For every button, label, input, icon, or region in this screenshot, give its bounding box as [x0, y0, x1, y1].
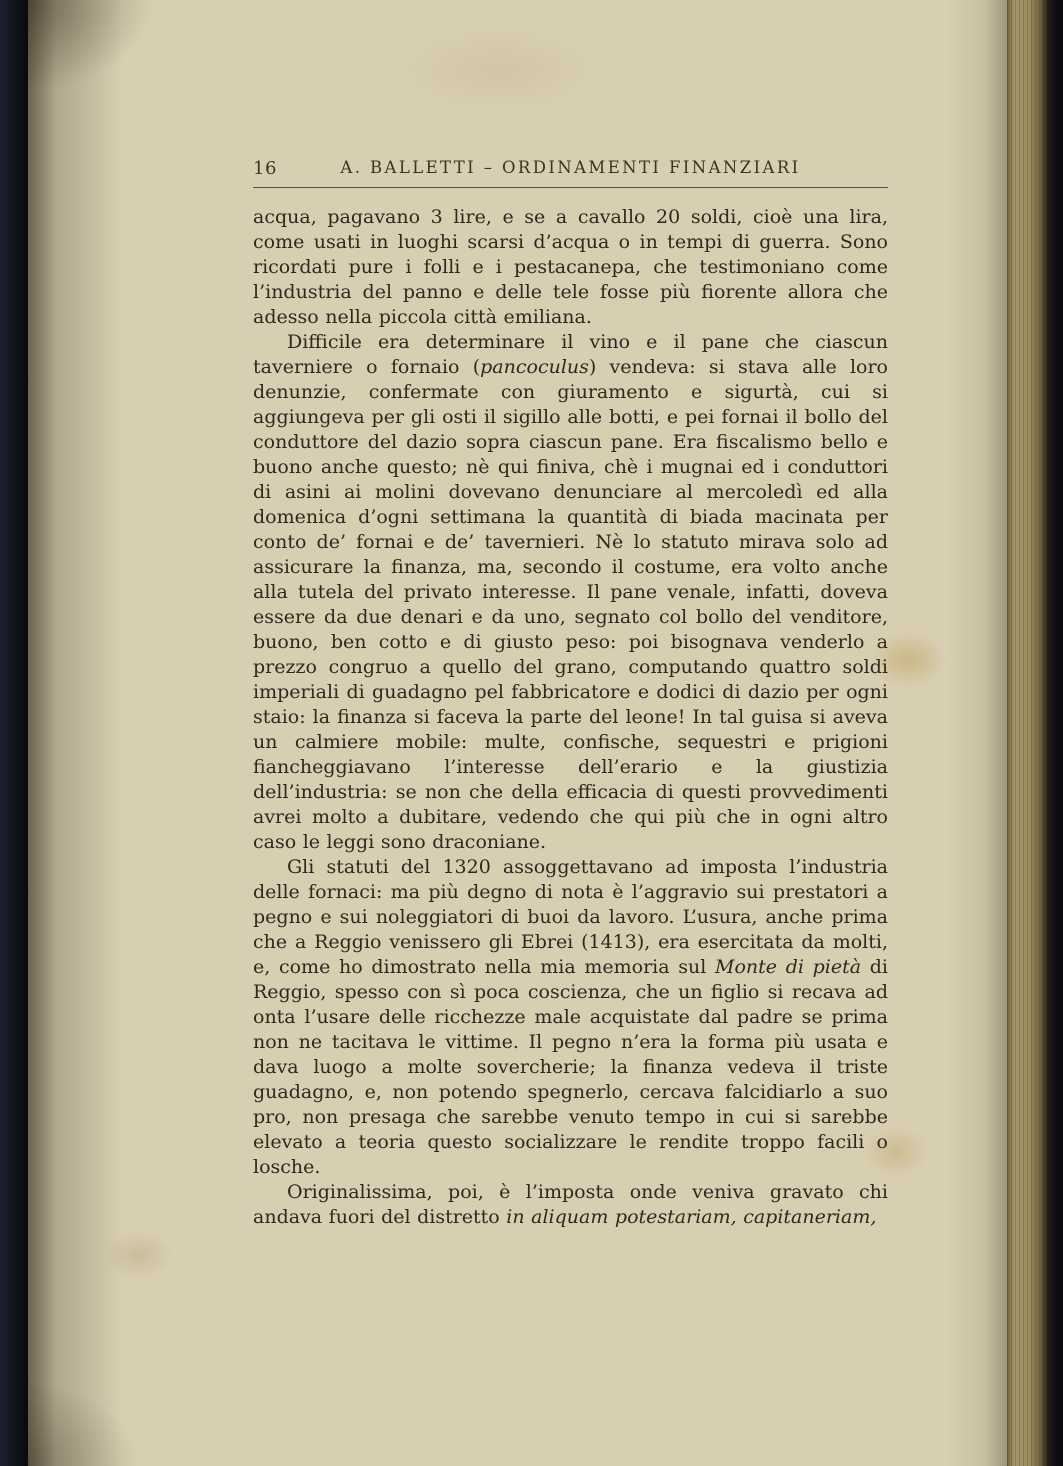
text-segment-italic: in aliquam potestariam, capitaneriam,: [506, 1206, 877, 1228]
header-rule: [253, 187, 888, 188]
paragraph-4: [253, 1180, 888, 1230]
page-number: 16: [253, 158, 277, 179]
body-text: [253, 205, 888, 1230]
book-gutter-shadow: [0, 0, 30, 1466]
paragraph-3: [253, 855, 888, 1180]
page-stack-edges: [1007, 0, 1047, 1466]
text-segment: Originalissima, poi, è l’imposta onde veniva gravato chi andava fuori del distretto: [253, 1181, 888, 1228]
page-header: [253, 158, 888, 180]
book-page: [28, 0, 1007, 1466]
text-segment-italic: Monte di pietà: [715, 956, 862, 978]
page-content: [253, 0, 888, 1230]
text-segment: ) vendeva: si stava alle loro denunzie, confermate con giuramento e sigurtà, cui si aggiungeva per gli osti il sigillo alle botti, e pei fornai il bollo del conduttore del dazio sopra ciascun pane. Era fiscalismo bello e buono anche questo; nè qui finiva, chè i mugnai ed i conduttori di asini ai molini dovevano denunciare al mercoledì ed alla domenica d’ogni settimana la quantità di biada macinata per conto de’ fornai e de’ tavernieri. Nè lo statuto mirava solo ad assicurare la finanza, ma, secondo il costume, era volto anche alla tutela del privato interesse. Il pane venale, infatti, doveva essere da due denari e da uno, segnato col bollo del venditore, buono, ben cotto e di giusto peso: poi bisognava venderlo a prezzo congruo a quello del grano, computando quattro soldi imperiali di guadagno pel fabbricatore e dodici di dazio per ogni staio: la finanza si faceva la parte del leone! In tal guisa si aveva un calmiere mobile: multe, confische, sequestri e prigioni fiancheggiavano l’interesse dell’erario e la giustizia dell’industria: se non che della efficacia di questi provvedimenti avrei molto a dubitare, vedendo che qui più che in ogni altro caso le leggi sono draconiane.: [253, 356, 888, 853]
text-segment: di Reggio, spesso con sì poca coscienza, che un figlio si recava ad onta l’usare delle ricchezze male acquistate dal padre se prima non ne tacitava le vittime. Il pegno n’era la forma più usata e dava luogo a molte sovercherie; la finanza vedeva il triste guadagno, e, non potendo spegnerlo, cercava falcidiarlo a suo pro, non presaga che sarebbe venuto tempo in cui si sarebbe elevato a teoria questo socializzare le rendite troppo facili o losche.: [253, 956, 889, 1178]
running-title: A. BALLETTI – ORDINAMENTI FINANZIARI: [340, 158, 801, 177]
text-segment-italic: pancoculus: [480, 356, 589, 378]
scan-right-edge: [1047, 0, 1063, 1466]
paragraph-2: [253, 330, 888, 855]
text-segment: Difficile era determinare il vino e il pane che ciascun taverniere o fornaio (: [253, 331, 888, 378]
text-segment: acqua, pagavano 3 lire, e se a cavallo 20 soldi, cioè una lira, come usati in luoghi scarsi d’acqua o in tempi di guerra. Sono ricordati pure i folli e i pestacanepa, che testimoniano come l’industria del panno e delle tele fosse più fiorente allora che adesso nella piccola città emiliana.: [253, 206, 888, 328]
text-segment: Gli statuti del 1320 assoggettavano ad imposta l’industria delle fornaci: ma più degno di nota è l’aggravio sui prestatori a pegno e sui noleggiatori di buoi da lavoro. L’usura, anche prima che a Reggio venissero gli Ebrei (1413), era esercitata da molti, e, come ho dimostrato nella mia memoria sul: [253, 856, 888, 978]
paragraph-1: [253, 205, 888, 330]
